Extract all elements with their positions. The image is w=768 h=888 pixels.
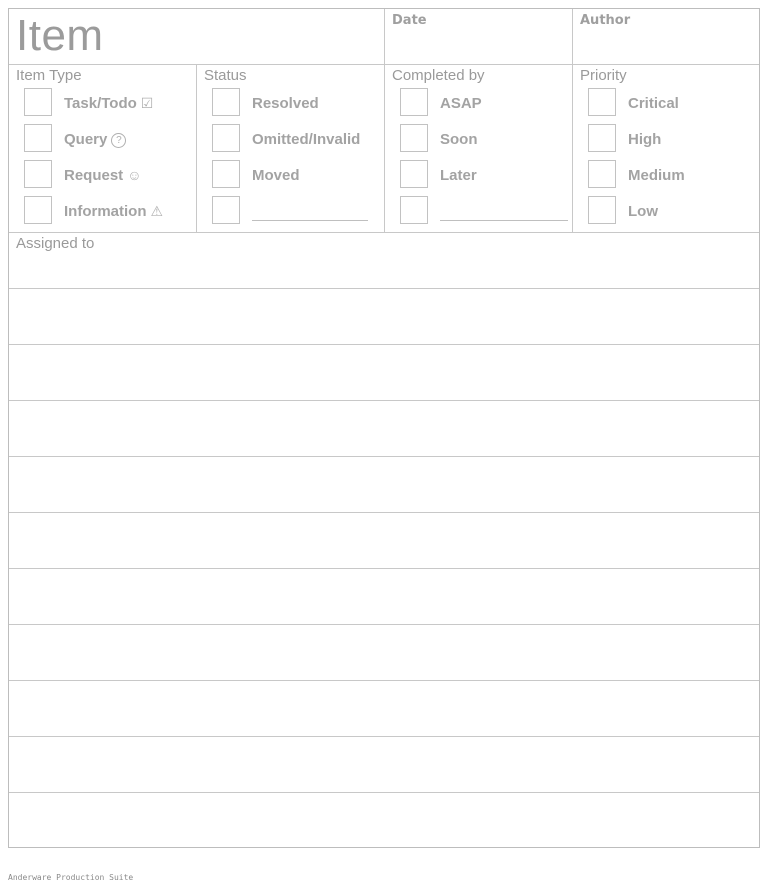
item-type-checkbox[interactable] <box>24 160 52 188</box>
status-checkbox[interactable] <box>212 196 240 224</box>
checkbox-icon: ☑ <box>140 95 154 111</box>
item-type-checkbox[interactable] <box>24 196 52 224</box>
status-checkbox[interactable] <box>212 88 240 116</box>
question-icon: ? <box>111 133 126 148</box>
status-option: Moved <box>252 167 300 184</box>
divider <box>9 792 759 793</box>
assigned-to-label: Assigned to <box>16 235 95 252</box>
completed-by-checkbox[interactable] <box>400 124 428 152</box>
divider <box>9 288 759 289</box>
divider <box>9 400 759 401</box>
priority-checkbox[interactable] <box>588 160 616 188</box>
completed-by-checkbox[interactable] <box>400 88 428 116</box>
completed-by-option: ASAP <box>440 95 482 112</box>
status-option: Omitted/Invalid <box>252 131 361 148</box>
priority-option: Critical <box>628 95 679 112</box>
warning-icon: ⚠ <box>150 203 164 219</box>
item-type-option: Information ⚠ <box>64 203 164 220</box>
completed-by-option: Soon <box>440 131 478 148</box>
completed-by-option: Later <box>440 167 477 184</box>
smiley-icon: ☺ <box>127 167 142 183</box>
divider <box>9 512 759 513</box>
divider <box>572 9 573 232</box>
priority-option: Medium <box>628 167 685 184</box>
divider <box>9 344 759 345</box>
completed-by-label: Completed by <box>392 67 485 84</box>
divider <box>196 64 197 232</box>
status-checkbox[interactable] <box>212 160 240 188</box>
divider <box>9 568 759 569</box>
item-type-option: Task/Todo ☑ <box>64 95 154 112</box>
priority-label: Priority <box>580 67 627 84</box>
item-type-label: Item Type <box>16 67 82 84</box>
divider <box>9 680 759 681</box>
item-type-option: Query ? <box>64 131 126 148</box>
completed-by-custom-blank[interactable] <box>440 220 568 221</box>
priority-option: Low <box>628 203 658 220</box>
item-type-checkbox[interactable] <box>24 88 52 116</box>
divider <box>9 456 759 457</box>
priority-checkbox[interactable] <box>588 196 616 224</box>
author-label: Author <box>580 13 631 28</box>
status-option: Resolved <box>252 95 319 112</box>
date-label: Date <box>392 13 427 28</box>
priority-checkbox[interactable] <box>588 88 616 116</box>
completed-by-checkbox[interactable] <box>400 160 428 188</box>
divider <box>9 736 759 737</box>
status-custom-blank[interactable] <box>252 220 368 221</box>
divider <box>9 232 759 233</box>
footer-credit: Anderware Production Suite <box>8 873 134 882</box>
item-type-checkbox[interactable] <box>24 124 52 152</box>
issue-form <box>8 8 760 848</box>
divider <box>384 9 385 232</box>
divider <box>9 624 759 625</box>
item-type-option: Request ☺ <box>64 167 142 184</box>
priority-option: High <box>628 131 662 148</box>
page-title: Item <box>16 11 104 60</box>
status-checkbox[interactable] <box>212 124 240 152</box>
priority-checkbox[interactable] <box>588 124 616 152</box>
status-label: Status <box>204 67 247 84</box>
completed-by-checkbox[interactable] <box>400 196 428 224</box>
